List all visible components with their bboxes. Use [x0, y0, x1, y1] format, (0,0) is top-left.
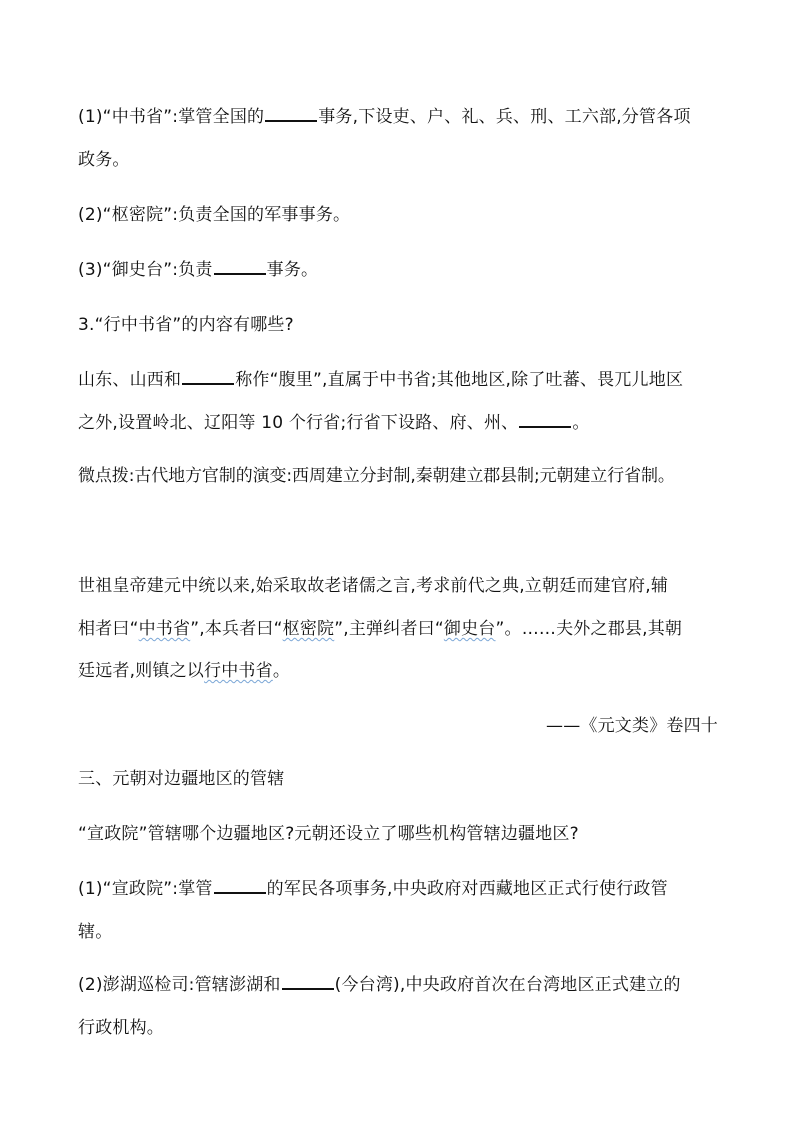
quote-l2-c: ”,主弹纠者曰“ — [334, 619, 444, 639]
quote-l3-a: 廷远者,则镇之以 — [78, 661, 205, 681]
q1-line2 — [78, 204, 350, 226]
quote-line2 — [78, 618, 682, 640]
q3-title — [78, 314, 294, 336]
quote-source-text: ——《元文类》卷四十 — [546, 716, 718, 736]
section3-a1 — [78, 878, 668, 900]
section3-a1-cont — [78, 921, 112, 943]
section3-a2-cont — [78, 1017, 164, 1039]
section3-question — [78, 823, 579, 845]
quote-term-shumiyuan: 枢密院 — [282, 619, 335, 639]
quote-l2-a: 相者曰“ — [78, 619, 139, 639]
fill-blank[interactable] — [519, 412, 571, 428]
quote-term-xingzhongshusheng: 行中书省 — [204, 661, 273, 681]
q1-a-prefix: (1)“中书省”:掌管全国的 — [78, 107, 265, 127]
fill-blank[interactable] — [282, 974, 334, 990]
section3-a2-continuation: 行政机构。 — [78, 1018, 164, 1038]
section3-a2 — [78, 974, 681, 996]
quote-l1-text: 世祖皇帝建元中统以来,始采取故老诸儒之言,考求前代之典,立朝廷而建官府,辅 — [78, 576, 669, 596]
quote-line3 — [78, 660, 290, 682]
fill-blank[interactable] — [182, 369, 234, 385]
q1-line3 — [78, 259, 318, 281]
section3-a1-suffix: 的军民各项事务,中央政府对西藏地区正式行使行政管 — [266, 879, 668, 899]
fill-blank[interactable] — [214, 259, 266, 275]
q3-l2-prefix: 之外,设置岭北、辽阳等 10 个行省;行省下设路、府、州、 — [78, 413, 519, 433]
fill-blank[interactable] — [214, 878, 266, 894]
quote-l3-b: 。 — [272, 661, 291, 681]
tip-text: 微点拨:古代地方官制的演变:西周建立分封制,秦朝建立郡县制;元朝建立行省制。 — [78, 466, 675, 486]
q3-title-text: 3.“行中书省”的内容有哪些? — [78, 315, 294, 335]
section3-a2-suffix: (今台湾),中央政府首次在台湾地区正式建立的 — [334, 975, 681, 995]
section3-question-text: “宣政院”管辖哪个边疆地区?元朝还设立了哪些机构管辖边疆地区? — [78, 824, 579, 844]
quote-line1 — [78, 575, 668, 597]
q1-a-continuation: 政务。 — [78, 150, 130, 170]
quote-l2-b: ”,本兵者曰“ — [190, 619, 283, 639]
section3-heading — [78, 768, 284, 790]
section3-a2-prefix: (2)澎湖巡检司:管辖澎湖和 — [78, 975, 281, 995]
section3-a1-continuation: 辖。 — [78, 922, 113, 942]
q1-c-suffix: 事务。 — [266, 260, 319, 280]
q1-c-prefix: (3)“御史台”:负责 — [78, 260, 213, 280]
section3-a1-prefix: (1)“宣政院”:掌管 — [78, 879, 213, 899]
q1-a-suffix: 事务,下设吏、户、礼、兵、刑、工六部,分管各项 — [318, 107, 691, 127]
tip-line — [78, 465, 675, 487]
q1-line1-cont — [78, 149, 130, 171]
fill-blank[interactable] — [265, 106, 317, 122]
q3-l1-suffix: 称作“腹里”,直属于中书省;其他地区,除了吐蕃、畏兀儿地区 — [235, 370, 684, 390]
quote-l2-d: ”。……夫外之郡县,其朝 — [495, 619, 683, 639]
quote-term-zhongshusheng: 中书省 — [138, 619, 191, 639]
q3-l1-prefix: 山东、山西和 — [78, 370, 182, 390]
q1-b-text: (2)“枢密院”:负责全国的军事事务。 — [78, 205, 351, 225]
q3-line1 — [78, 369, 683, 391]
quote-source — [546, 715, 718, 737]
q1-line1 — [78, 106, 691, 128]
q3-line2 — [78, 412, 590, 434]
q3-l2-suffix: 。 — [572, 413, 590, 433]
quote-term-yushitai: 御史台 — [443, 619, 496, 639]
section3-heading-text: 三、元朝对边疆地区的管辖 — [78, 769, 285, 789]
